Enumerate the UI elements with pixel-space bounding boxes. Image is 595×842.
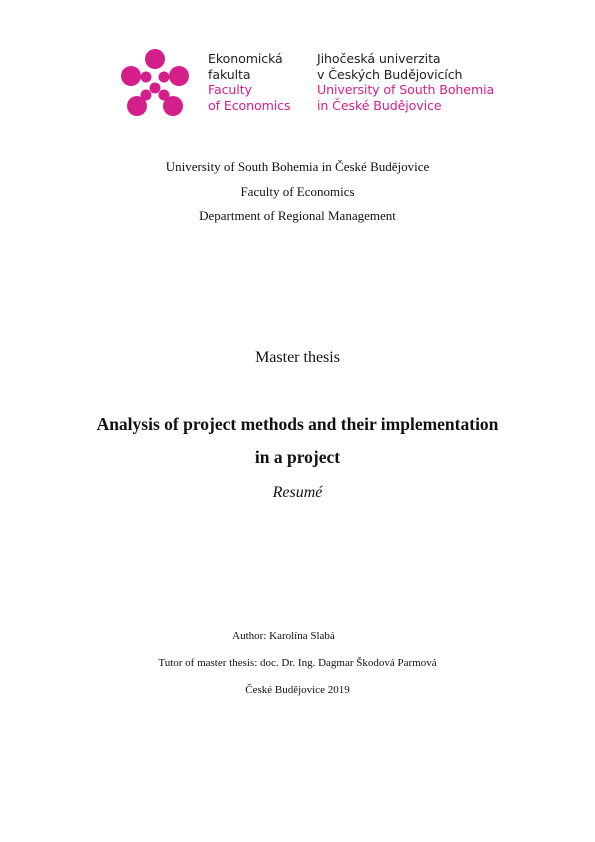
thesis-type: Master thesis [255, 349, 340, 366]
faculty-name-block [208, 51, 290, 113]
thesis-title-line2: in a project [254, 447, 341, 467]
university-name-cz-line1: Jihočeská univerzita [317, 51, 441, 66]
department-line: Department of Regional Management [199, 208, 396, 223]
university-logo [118, 46, 518, 126]
university-name-block [317, 51, 494, 113]
thesis-title-line1: Analysis of project methods and their implementation [96, 414, 499, 434]
author-line: Author: Karolína Slabá [232, 630, 335, 642]
tutor-line: Tutor of master thesis: doc. Dr. Ing. Dagmar Škodová Parmová [158, 657, 437, 669]
faculty-name-en-line2: of Economics [208, 97, 291, 113]
university-name-cz-line2: v Českých Budějovicích [317, 66, 463, 82]
faculty-name-cz-line2: fakulta [208, 66, 251, 82]
flower-logo-icon [118, 48, 196, 124]
university-name-en-line1: University of South Bohemia [317, 82, 495, 97]
university-name-en-line2: in České Budějovice [317, 97, 442, 113]
faculty-name-cz-line1: Ekonomická [208, 51, 283, 66]
faculty-line: Faculty of Economics [240, 184, 355, 199]
university-line: University of South Bohemia in České Budějovice [165, 159, 430, 174]
faculty-name-en-line1: Faculty [208, 82, 252, 97]
place-year-line: České Budějovice 2019 [245, 684, 350, 696]
thesis-subtitle: Resumé [272, 484, 323, 501]
